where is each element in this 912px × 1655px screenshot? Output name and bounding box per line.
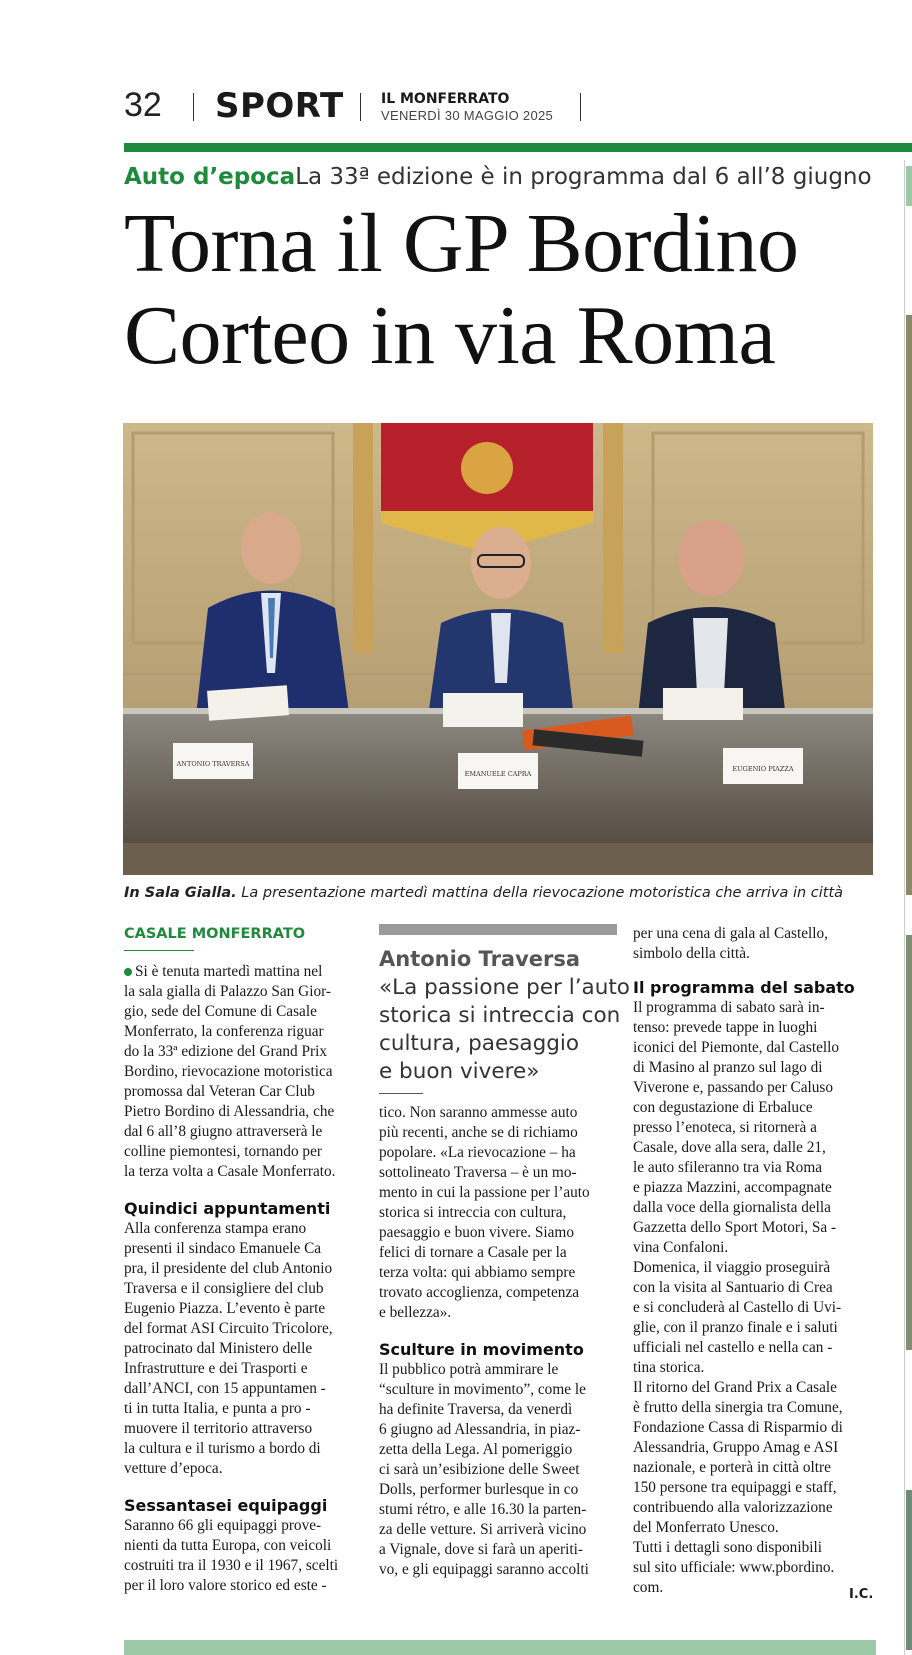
text-line: gio, sede del Comune di Casale bbox=[124, 1003, 317, 1020]
text-line: ufficiali nel castello e nella can - bbox=[633, 1339, 833, 1356]
header-divider bbox=[193, 93, 194, 121]
text-line: stumi rétro, e alle 16.30 la parten- bbox=[379, 1501, 587, 1518]
text-line: costruiti tra il 1930 e il 1967, scelti bbox=[124, 1557, 339, 1574]
text-line: Il programma di sabato sarà in- bbox=[633, 999, 825, 1016]
text-line: Saranno 66 gli equipaggi prove- bbox=[124, 1517, 322, 1534]
text-line: le auto sfileranno tra via Roma bbox=[633, 1159, 823, 1176]
text-line: promossa dal Veteran Car Club bbox=[124, 1083, 315, 1100]
text-line: per una cena di gala al Castello, bbox=[633, 925, 828, 942]
quote-line: e buon vivere» bbox=[379, 1059, 540, 1084]
text-line: com. bbox=[633, 1579, 664, 1596]
dateline: CASALE MONFERRATO bbox=[124, 926, 306, 942]
text-line: tenso: prevede tappe in luoghi bbox=[633, 1019, 818, 1036]
text-line: ci sarà un’esibizione delle Sweet bbox=[379, 1461, 580, 1478]
column-3 bbox=[633, 924, 885, 1598]
text-line: la terza volta a Casale Monferrato. bbox=[124, 1163, 336, 1180]
text-line: vo, e gli equipaggi saranno accolti bbox=[379, 1561, 589, 1578]
text-line: paesaggio e buon vivere. Siamo bbox=[379, 1224, 574, 1241]
text-line: felici di tornare a Casale per la bbox=[379, 1244, 567, 1261]
text-line: Alessandria, Gruppo Amag e ASI bbox=[633, 1439, 839, 1456]
text-line: Il pubblico potrà ammirare le bbox=[379, 1361, 559, 1378]
text-line: Domenica, il viaggio proseguirà bbox=[633, 1259, 831, 1276]
text-line: Infrastrutture e dei Trasporti e bbox=[124, 1360, 308, 1377]
text-line: dall’ANCI, con 15 appuntamen - bbox=[124, 1380, 326, 1397]
text-line: simbolo della città. bbox=[633, 945, 750, 962]
paragraph bbox=[124, 1219, 376, 1479]
text-line: 6 giugno ad Alessandria, in piaz- bbox=[379, 1421, 581, 1438]
text-line: zetta della Lega. Al pomeriggio bbox=[379, 1441, 573, 1458]
text-line: ti in tutta Italia, e punta a pro - bbox=[124, 1400, 311, 1417]
quote-bar bbox=[379, 924, 617, 935]
text-line: del format ASI Circuito Tricolore, bbox=[124, 1320, 333, 1337]
text-line: per il loro valore storico ed este - bbox=[124, 1577, 327, 1594]
section-title: SPORT bbox=[215, 86, 344, 126]
text-line: e si concluderà al Castello di Uvi- bbox=[633, 1299, 842, 1316]
text-line: dal 6 all’8 giugno attraverserà le bbox=[124, 1123, 323, 1140]
placard-capra: EMANUELE CAPRA bbox=[464, 770, 532, 778]
headline bbox=[124, 198, 798, 382]
text-line: Fondazione Cassa di Risparmio di bbox=[633, 1419, 843, 1436]
quote-line: cultura, paesaggio bbox=[379, 1031, 580, 1056]
paragraph bbox=[633, 924, 885, 964]
bullet-icon bbox=[124, 968, 132, 976]
subheading: Sessantasei equipaggi bbox=[124, 1496, 328, 1515]
text-line: la sala gialla di Palazzo San Gior- bbox=[124, 983, 331, 1000]
text-line: iconici del Piemonte, dal Castello bbox=[633, 1039, 840, 1056]
paragraph bbox=[379, 1360, 631, 1580]
text-line: glie, con il pranzo finale e i saluti bbox=[633, 1319, 838, 1336]
text-line: trovato accoglienza, competenza bbox=[379, 1284, 580, 1301]
text-line: tina storica. bbox=[633, 1359, 705, 1376]
text-line: ha definite Traversa, da venerdì bbox=[379, 1401, 573, 1418]
caption-lead: In Sala Gialla. bbox=[124, 885, 237, 901]
text-line: la cultura e il turismo a bordo di bbox=[124, 1440, 321, 1457]
text-line: 150 persone tra equipaggi e staff, bbox=[633, 1479, 837, 1496]
text-line: Casale, dove alla sera, dalle 21, bbox=[633, 1139, 826, 1156]
adjacent-article-edge bbox=[896, 160, 912, 1655]
text-line: e bellezza». bbox=[379, 1304, 452, 1321]
placard-piazza: EUGENIO PIAZZA bbox=[732, 765, 794, 773]
text-line: Pietro Bordino di Alessandria, che bbox=[124, 1103, 335, 1120]
text-line: pra, il presidente del club Antonio bbox=[124, 1260, 333, 1277]
text-line: di Masino al pranzo sul lago di bbox=[633, 1059, 823, 1076]
photo-caption bbox=[124, 885, 843, 901]
issue-date: VENERDÌ 30 MAGGIO 2025 bbox=[381, 108, 554, 123]
text-line: colline piemontesi, tornando per bbox=[124, 1143, 322, 1160]
text-line: sul sito ufficiale: www.pbordino. bbox=[633, 1559, 835, 1576]
caption-text: La presentazione martedì mattina della rievocazione motoristica che arriva in città bbox=[236, 885, 844, 901]
paragraph bbox=[124, 962, 376, 1182]
subheading: Sculture in movimento bbox=[379, 1340, 584, 1359]
text-line: za delle vetture. Si arriverà vicino bbox=[379, 1521, 587, 1538]
text-line: Dolls, performer burlesque in co bbox=[379, 1481, 579, 1498]
kicker-text: La 33ª edizione è in programma dal 6 all’8 giugno bbox=[295, 164, 872, 190]
text-line: vetture d’epoca. bbox=[124, 1460, 223, 1477]
text-line: nienti da tutta Europa, con veicoli bbox=[124, 1537, 332, 1554]
text-line: più recenti, anche se di richiamo bbox=[379, 1124, 578, 1141]
text-line: è frutto della sinergia tra Comune, bbox=[633, 1399, 843, 1416]
text-line: Viverone e, passando per Caluso bbox=[633, 1079, 834, 1096]
paragraph bbox=[633, 998, 885, 1598]
quote-line: «La passione per l’auto bbox=[379, 975, 630, 1000]
page-number: 32 bbox=[124, 86, 162, 124]
text-line: terza volta: qui abbiamo sempre bbox=[379, 1264, 576, 1281]
text-line: presenti il sindaco Emanuele Ca bbox=[124, 1240, 322, 1257]
text-line: presso l’enoteca, si ritornerà a bbox=[633, 1119, 817, 1136]
text-line: Traversa e il consigliere del club bbox=[124, 1280, 324, 1297]
quote-author: Antonio Traversa bbox=[379, 947, 581, 971]
text-line: Gazzetta dello Sport Motori, Sa - bbox=[633, 1219, 837, 1236]
article-photo bbox=[123, 423, 873, 875]
quote-rule bbox=[379, 1093, 423, 1094]
text-line: “sculture in movimento”, come le bbox=[379, 1381, 586, 1398]
text-line: contribuendo alla valorizzazione bbox=[633, 1499, 833, 1516]
author-signature: I.C. bbox=[849, 1587, 874, 1602]
column-2 bbox=[379, 1103, 631, 1580]
dateline-rule bbox=[124, 950, 194, 951]
column-1 bbox=[124, 962, 376, 1596]
text-line: del Monferrato Unesco. bbox=[633, 1519, 779, 1536]
text-line: Il ritorno del Grand Prix a Casale bbox=[633, 1379, 837, 1396]
text-line: con la visita al Santuario di Crea bbox=[633, 1279, 833, 1296]
text-line: e piazza Mazzini, accompagnate bbox=[633, 1179, 832, 1196]
pull-quote bbox=[379, 974, 631, 1086]
text-line: nazionale, e porterà in città oltre bbox=[633, 1459, 831, 1476]
kicker-label: Auto d’epoca bbox=[124, 164, 296, 190]
text-line: con degustazione di Erbaluce bbox=[633, 1099, 813, 1116]
text-line: patrocinato dal Ministero delle bbox=[124, 1340, 313, 1357]
kicker bbox=[124, 164, 872, 190]
header-divider bbox=[580, 93, 581, 121]
text-line: Si è tenuta martedì mattina nel bbox=[135, 963, 323, 980]
paragraph bbox=[379, 1103, 631, 1323]
text-line: popolare. «La rievocazione – ha bbox=[379, 1144, 576, 1161]
text-line: Monferrato, la conferenza riguar bbox=[124, 1023, 324, 1040]
text-line: Eugenio Piazza. L’evento è parte bbox=[124, 1300, 326, 1317]
text-line: tico. Non saranno ammesse auto bbox=[379, 1104, 578, 1121]
subheading: Quindici appuntamenti bbox=[124, 1199, 331, 1218]
quote-line: storica si intreccia con bbox=[379, 1003, 621, 1028]
headline-line: Corteo in via Roma bbox=[124, 289, 776, 382]
text-line: Tutti i dettagli sono disponibili bbox=[633, 1539, 822, 1556]
section-rule bbox=[124, 143, 912, 152]
headline-line: Torna il GP Bordino bbox=[124, 197, 799, 290]
text-line: do la 33ª edizione del Grand Prix bbox=[124, 1043, 328, 1060]
text-line: vina Confaloni. bbox=[633, 1239, 729, 1256]
text-line: dalla voce della giornalista della bbox=[633, 1199, 831, 1216]
header-divider bbox=[360, 93, 361, 121]
text-line: a Vignale, dove si farà un aperiti- bbox=[379, 1541, 583, 1558]
text-line: Alla conferenza stampa erano bbox=[124, 1220, 307, 1237]
placard-traversa: ANTONIO TRAVERSA bbox=[176, 760, 250, 768]
newspaper-name: IL MONFERRATO bbox=[381, 91, 510, 107]
text-line: storica si intreccia con cultura, bbox=[379, 1204, 567, 1221]
text-line: sottolineato Traversa – è un mo- bbox=[379, 1164, 577, 1181]
subheading: Il programma del sabato bbox=[633, 978, 855, 997]
text-line: Bordino, rievocazione motoristica bbox=[124, 1063, 333, 1080]
text-line: mento in cui la passione per l’auto bbox=[379, 1184, 590, 1201]
bottom-bar bbox=[124, 1640, 876, 1655]
text-line: muovere il territorio attraverso bbox=[124, 1420, 313, 1437]
paragraph bbox=[124, 1516, 376, 1596]
